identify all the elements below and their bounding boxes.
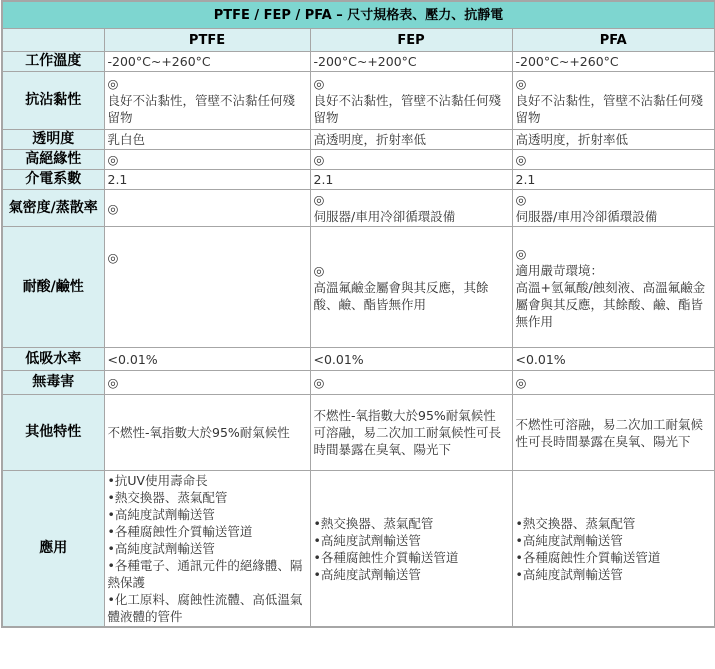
cell-ptfe-insul: [104, 150, 310, 170]
cell-pfa-water: [512, 348, 715, 371]
cell-ptfe-temp: [104, 52, 310, 72]
cell-text-line: <0.01%: [515, 351, 566, 367]
cell-text-line: •化工原料、腐蝕性流體、高低溫氣體液體的管件: [107, 592, 303, 624]
cell-pfa-other: [512, 395, 715, 471]
cell-text-line: 高透明度，折射率低: [313, 132, 427, 147]
cell-text-line: 高溫+氫氟酸/蝕刻液、高溫氟鹼金屬會與其反應，其餘酸、鹼、酯皆無作用: [515, 279, 706, 329]
row-label: 無毒害: [2, 371, 104, 395]
table-row-app: [2, 471, 715, 628]
cell-text-line: ◎: [313, 76, 325, 91]
cell-text-line: •高純度試劑輸送管: [515, 566, 623, 582]
cell-ptfe-dielec: [104, 170, 310, 190]
cell-text-line: 高溫氟鹼金屬會與其反應，其餘酸、鹼、酯皆無作用: [313, 279, 489, 312]
row-label: 介電系數: [2, 170, 104, 190]
cell-text-line: 適用嚴苛環境：: [515, 262, 604, 278]
cell-pfa-temp: [512, 52, 715, 72]
cell-text-line: ◎: [515, 76, 527, 91]
cell-fep-temp: [310, 52, 512, 72]
cell-pfa-nonstick: [512, 72, 715, 130]
cell-text-line: 良好不沾黏性，管壁不沾黏任何殘留物: [107, 93, 296, 125]
row-label: 耐酸/鹼性: [2, 227, 104, 348]
table-row-temp: [2, 52, 715, 72]
cell-pfa-gas: [512, 190, 715, 227]
cell-text-line: •高純度試劑輸送管: [107, 541, 215, 556]
cell-text-line: 良好不沾黏性，管壁不沾黏任何殘留物: [515, 93, 704, 125]
row-label: 抗沾黏性: [2, 72, 104, 130]
cell-pfa-clear: [512, 130, 715, 150]
cell-text-line: 乳白色: [107, 132, 146, 147]
cell-text-line: ◎: [107, 200, 119, 216]
cell-fep-nonstick: [310, 72, 512, 130]
table-row-toxic: [2, 371, 715, 395]
cell-ptfe-app: [104, 471, 310, 628]
cell-text-line: ◎: [313, 375, 325, 390]
row-label: 工作溫度: [2, 52, 104, 72]
cell-fep-gas: [310, 190, 512, 227]
cell-text-line: ◎: [515, 192, 527, 207]
column-header-pfa: PFA: [512, 29, 715, 52]
cell-text-line: •抗UV使用壽命長: [107, 473, 208, 488]
cell-pfa-toxic: [512, 371, 715, 395]
cell-text-line: 伺服器/車用冷卻循環設備: [313, 209, 456, 224]
cell-text-line: •高純度試劑輸送管: [515, 532, 623, 548]
cell-text-line: ◎: [515, 245, 527, 261]
table-row-nonstick: [2, 72, 715, 130]
cell-text-line: 不燃性可溶融，易二次加工耐氣候性可長時間暴露在臭氧、陽光下: [515, 416, 704, 449]
cell-fep-acid: [310, 227, 512, 348]
table-row-dielec: [2, 170, 715, 190]
cell-text-line: •熱交換器、蒸氣配管: [313, 515, 434, 531]
column-header-empty: [2, 29, 104, 52]
table-row-water: [2, 348, 715, 371]
cell-text-line: -200°C~+260°C: [107, 54, 211, 69]
cell-ptfe-other: [104, 395, 310, 471]
cell-text-line: ◎: [515, 375, 527, 390]
cell-text-line: ◎: [515, 152, 527, 167]
cell-pfa-app: [512, 471, 715, 628]
cell-text-line: •高純度試劑輸送管: [313, 566, 421, 582]
cell-text-line: ◎: [107, 250, 119, 265]
cell-text-line: •高純度試劑輸送管: [107, 507, 215, 522]
cell-text-line: •各種腐蝕性介質輸送管道: [515, 549, 661, 565]
table-row-insul: [2, 150, 715, 170]
cell-pfa-acid: [512, 227, 715, 348]
cell-fep-other: [310, 395, 512, 471]
cell-text-line: 良好不沾黏性，管壁不沾黏任何殘留物: [313, 93, 502, 125]
cell-text-line: <0.01%: [107, 351, 158, 367]
cell-pfa-insul: [512, 150, 715, 170]
cell-ptfe-toxic: [104, 371, 310, 395]
cell-fep-clear: [310, 130, 512, 150]
cell-text-line: <0.01%: [313, 351, 364, 367]
cell-pfa-dielec: [512, 170, 715, 190]
cell-text-line: •高純度試劑輸送管: [313, 532, 421, 548]
table-row-clear: [2, 130, 715, 150]
table-title: PTFE / FEP / PFA – 尺寸規格表、壓力、抗靜電: [2, 1, 715, 29]
cell-fep-water: [310, 348, 512, 371]
cell-text-line: 2.1: [313, 172, 334, 187]
cell-ptfe-acid: [104, 227, 310, 348]
row-label: 低吸水率: [2, 348, 104, 371]
cell-ptfe-nonstick: [104, 72, 310, 130]
table-row-other: [2, 395, 715, 471]
cell-text-line: 2.1: [107, 172, 128, 187]
table-row-acid: [2, 227, 715, 348]
column-header-row: [2, 29, 715, 52]
row-label: 高絕緣性: [2, 150, 104, 170]
cell-text-line: 可溶融，易二次加工耐氣候性可長時間暴露在臭氧、陽光下: [313, 425, 502, 457]
cell-fep-insul: [310, 150, 512, 170]
spec-table: [1, 0, 715, 628]
column-header-ptfe: PTFE: [104, 29, 310, 52]
cell-text-line: •各種腐蝕性介質輸送管道: [107, 524, 253, 539]
cell-text-line: 不燃性-氧指數大於95%耐氣候性: [313, 408, 496, 423]
cell-ptfe-clear: [104, 130, 310, 150]
cell-text-line: •各種電子、通訊元件的絕緣體、隔熱保護: [107, 558, 303, 590]
cell-fep-app: [310, 471, 512, 628]
cell-text-line: •各種腐蝕性介質輸送管道: [313, 549, 459, 565]
cell-text-line: ◎: [107, 375, 119, 390]
cell-text-line: ◎: [107, 76, 119, 91]
column-header-fep: FEP: [310, 29, 512, 52]
row-label: 其他特性: [2, 395, 104, 471]
cell-fep-dielec: [310, 170, 512, 190]
cell-text-line: ◎: [313, 152, 325, 167]
cell-text-line: •熱交換器、蒸氣配管: [107, 490, 228, 505]
cell-text-line: ◎: [313, 192, 325, 207]
cell-text-line: -200°C~+200°C: [313, 54, 417, 69]
cell-text-line: 不燃性-氧指數大於95%耐氣候性: [107, 425, 290, 440]
cell-fep-toxic: [310, 371, 512, 395]
cell-text-line: •熱交換器、蒸氣配管: [515, 515, 636, 531]
cell-text-line: 伺服器/車用冷卻循環設備: [515, 209, 658, 224]
cell-text-line: ◎: [107, 152, 119, 167]
row-label: 氣密度/蒸散率: [2, 190, 104, 227]
cell-ptfe-water: [104, 348, 310, 371]
cell-text-line: ◎: [313, 262, 325, 278]
row-label: 透明度: [2, 130, 104, 150]
cell-text-line: 高透明度，折射率低: [515, 132, 629, 147]
cell-text-line: -200°C~+260°C: [515, 54, 619, 69]
row-label: 應用: [2, 471, 104, 628]
table-row-gas: [2, 190, 715, 227]
cell-text-line: 2.1: [515, 172, 536, 187]
title-row: [2, 1, 715, 29]
cell-ptfe-gas: [104, 190, 310, 227]
